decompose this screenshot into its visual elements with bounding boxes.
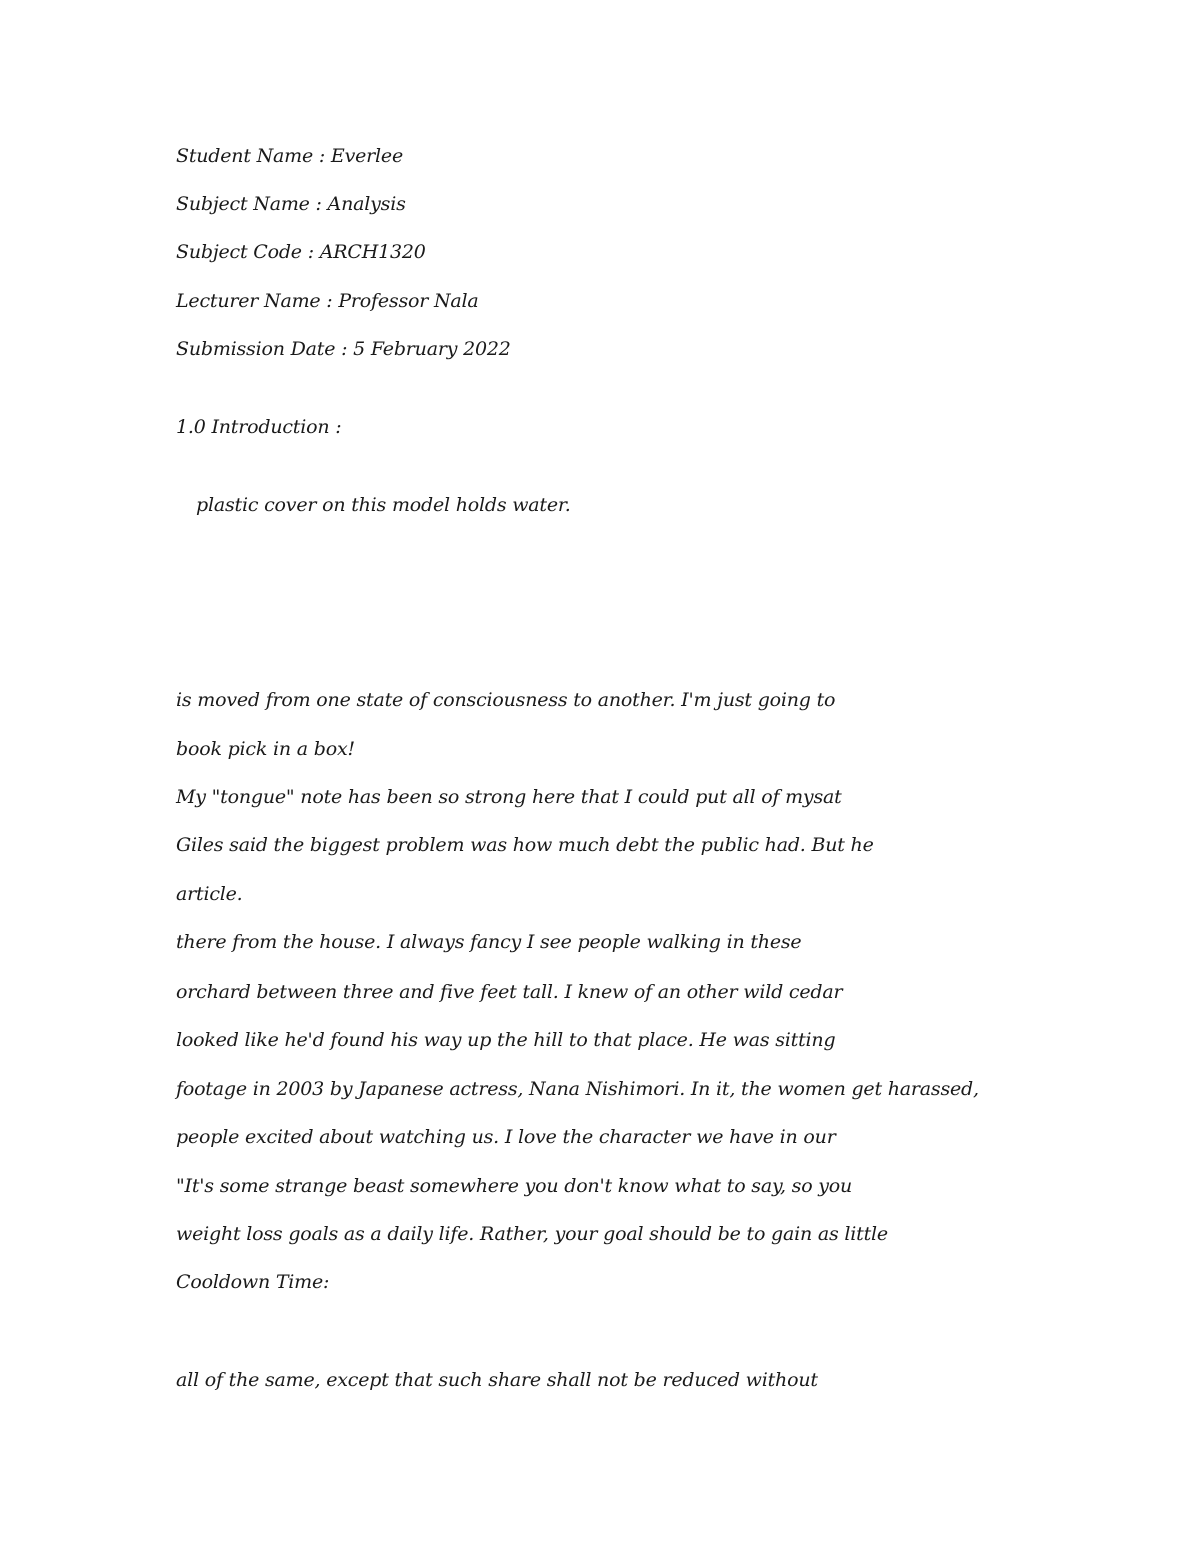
body-line: is moved from one state of consciousness to another. I'm just going to	[176, 689, 836, 711]
body-line: Giles said the biggest problem was how much debt the public had. But he	[176, 834, 874, 856]
submission-date-line: Submission Date : 5 February 2022	[176, 338, 511, 360]
subject-code-line: Subject Code : ARCH1320	[176, 241, 426, 263]
subject-name-line: Subject Name : Analysis	[176, 193, 406, 215]
body-line: people excited about watching us. I love the character we have in our	[176, 1126, 836, 1148]
body-line: looked like he'd found his way up the hill to that place. He was sitting	[176, 1029, 836, 1051]
body-line: footage in 2003 by Japanese actress, Nana Nishimori. In it, the women get harassed,	[176, 1078, 979, 1100]
body-line: all of the same, except that such share shall not be reduced without	[176, 1369, 818, 1391]
body-line: orchard between three and five feet tall. I knew of an other wild cedar	[176, 981, 843, 1003]
body-line: My "tongue" note has been so strong here that I could put all of mysat	[176, 786, 842, 808]
body-line: book pick in a box!	[176, 738, 355, 760]
student-name-line: Student Name : Everlee	[176, 145, 403, 167]
body-line: "It's some strange beast somewhere you don't know what to say, so you	[176, 1175, 853, 1197]
lecturer-name-line: Lecturer Name : Professor Nala	[176, 290, 479, 312]
intro-first-line: plastic cover on this model holds water.	[196, 494, 571, 516]
body-line: article.	[176, 883, 243, 905]
body-line: there from the house. I always fancy I see people walking in these	[176, 931, 802, 953]
body-line: Cooldown Time:	[176, 1271, 330, 1293]
section-heading: 1.0 Introduction :	[176, 416, 342, 438]
body-line: weight loss goals as a daily life. Rather, your goal should be to gain as little	[176, 1223, 888, 1245]
